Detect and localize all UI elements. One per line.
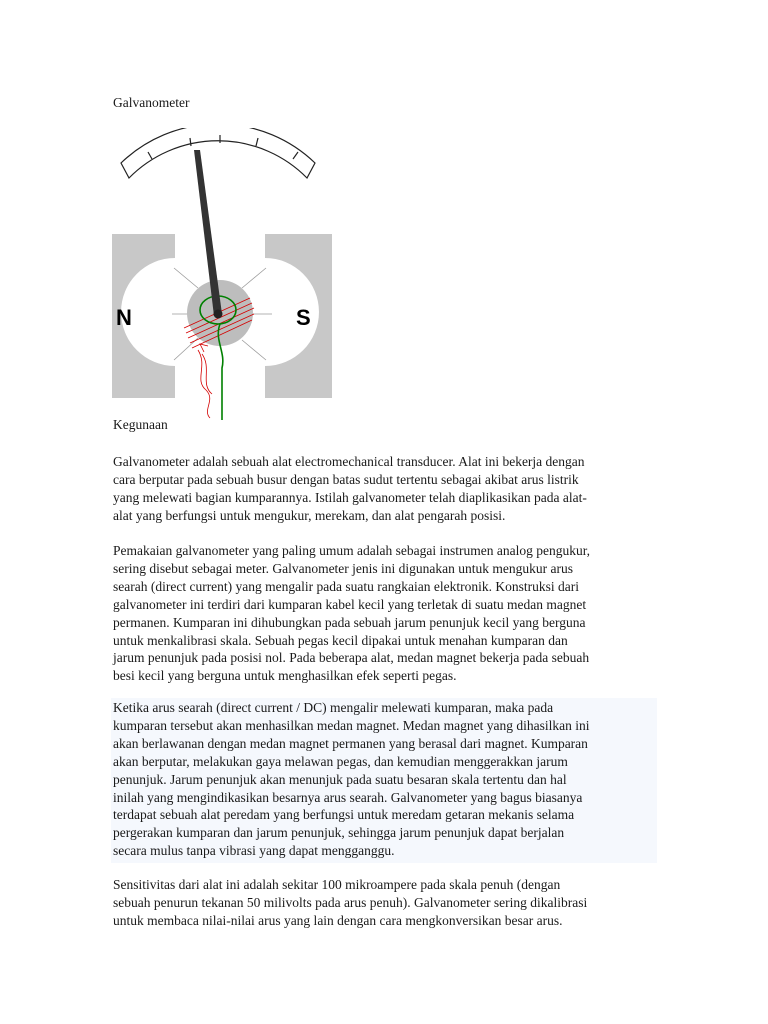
scale-arc xyxy=(121,128,315,178)
galvanometer-figure xyxy=(112,128,336,420)
page-title: Galvanometer xyxy=(113,95,190,110)
north-label: N xyxy=(116,305,132,330)
paragraph-1: Galvanometer adalah sebuah alat electromechanical transducer. Alat ini bekerja dengan cara berputar pada sebuah busur dengan batas sudut tertentu sebagai akibat arus listrik yang melewati bagian kumparannya. Istilah galvanometer telah diaplikasikan pada alat- alat yang berfungsi untuk mengukur, merekam, dan alat pengarah posisi. xyxy=(113,454,587,523)
south-label: S xyxy=(296,305,311,330)
paragraph-4: Sensitivitas dari alat ini adalah sekitar 100 mikroampere pada skala penuh (dengan sebuah penurun tekanan 50 milivolts pada arus penuh). Galvanometer sering dikalibrasi untuk membaca nilai-nilai arus yang lain dengan cara mengkonversikan besar arus. xyxy=(113,877,588,928)
paragraph-2: Pemakaian galvanometer yang paling umum adalah sebagai instrumen analog pengukur, sering disebut sebagai meter. Galvanometer jenis ini digunakan untuk mengukur arus searah (direct current) yang mengalir pada suatu rangkaian elektronik. Konstruksi dari galvanometer ini terdiri dari kumparan kabel kecil yang terletak di suatu medan magnet permanen. Kumparan ini dihubungkan pada sebuah jarum penunjuk kecil yang berguna untuk menkalibrasi skala. Sebuah pegas kecil dipakai untuk menahan kumparan dan jarum penunjuk pada posisi nol. Pada beberapa alat, medan magnet bekerja pada sebuah besi kecil yang berguna untuk menghasilkan efek seperti pegas. xyxy=(113,543,591,684)
section-heading: Kegunaan xyxy=(113,417,168,432)
paragraph-3: Ketika arus searah (direct current / DC) mengalir melewati kumparan, maka pada kumparan tersebut akan menhasilkan medan magnet. Medan magnet yang dihasilkan ini akan berlawanan dengan medan magnet permanen yang berasal dari magnet. Kumparan akan berputar, melakukan gaya melawan pegas, dan kemudian menggerakkan jarum penunjuk. Jarum penunjuk akan menunjuk pada suatu besaran skala tertentu dan hal inilah yang mengindikasikan besarnya arus searah. Galvanometer yang bagus biasanya terdapat sebuah alat peredam yang berfungsi untuk meredam getaran mekanis selama pergerakan kumparan dan jarum penunjuk, sehingga jarum penunjuk dapat berjalan secara mulus tanpa vibrasi yang dapat mengganggu. xyxy=(111,698,657,863)
